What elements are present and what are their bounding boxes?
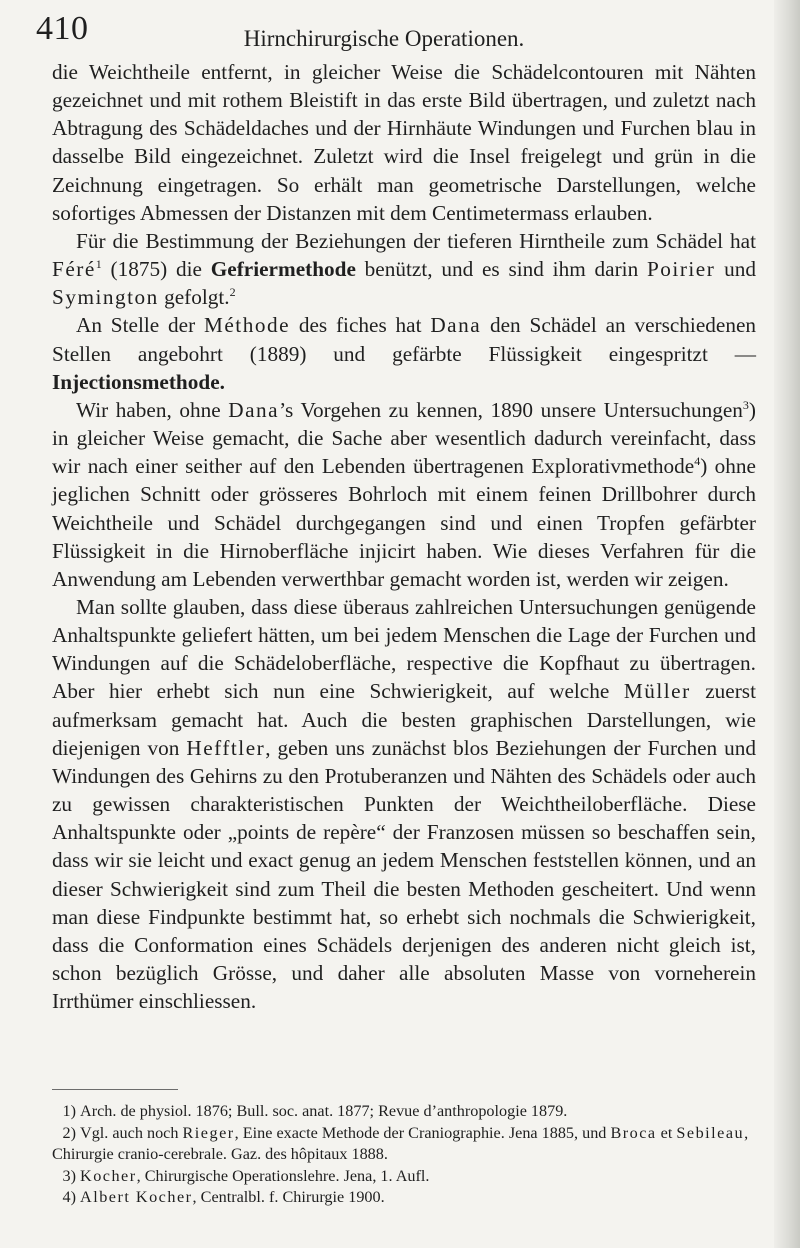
footnote-ref-4: 4 [694,454,701,469]
footnote-2-before: Vgl. auch noch [80,1123,183,1142]
author-dana-reference: Dana [228,397,280,422]
method-gefriermethode: Gefriermethode [210,257,356,282]
paragraph-3-middle-2: den Schädel an verschiedenen Stellen angebohrt (1889) und gefärbte Flüssigkeit eingespritzt — [52,313,756,366]
paragraph-4-middle-2: ) in gleicher Weise gemacht, die Sache aber wesentlich dadurch vereinfacht, dass wir nach einer seither auf den Lebenden übertragenen Explorativmethode [52,397,756,479]
term-methode: Méthode [203,313,291,338]
author-symington: Symington [52,285,159,310]
author-rieger: Rieger [182,1123,235,1142]
author-kocher: Kocher [80,1166,137,1185]
paragraph-4-before: Wir haben, ohne [76,397,229,422]
author-poirier: Poirier [646,257,716,282]
paragraph-3 [52,311,756,395]
paragraph-4 [52,396,756,593]
author-broca: Broca [610,1123,657,1142]
paragraph-2-after: gefolgt. [158,285,230,310]
footnote-3 [52,1166,756,1188]
method-injectionsmethode: Injectionsmethode. [52,369,225,394]
footnote-2-middle-1: , Eine exacte Methode der Craniographie. Jena 1885, und [234,1123,611,1142]
page-edge-shadow [774,0,800,1248]
paragraph-1 [52,58,756,227]
footnote-ref-3: 3 [742,397,749,412]
footnote-1 [52,1101,756,1123]
author-albert-kocher: Albert Kocher [80,1188,193,1207]
footnote-3-after: , Chirurgische Operationslehre. Jena, 1. Aufl. [136,1166,430,1185]
paragraph-5-middle-1: zuerst aufmerksam gemacht hat. Auch die besten graphischen Darstellungen, wie diejenigen von [52,679,756,760]
paragraph-5-after: , geben uns zunächst blos Beziehungen der Furchen und Windungen des Gehirns zu den Protuberanzen und Nähten des Schädels oder auch zu gewissen charakteristischen Punkten der Weichtheiloberfläche. Diese Anhaltspunkte oder „points de repère“ der Franzosen müssen so beschaffen sein, dass wir sie leicht und exact genug an jedem Menschen feststellen können, und an dieser Schwierigkeit sind zum Theil die besten Methoden gescheitert. Und wenn man diese Findpunkte bestimmt hat, so erhebt sich nochmals die Schwierigkeit, dass die Conformation eines Schädels derjenigen des anderen nicht gleich ist, schon bezüglich Grösse, und daher alle absoluten Masse von vorneherein Irrthümer einschliessen. [52,735,756,1014]
author-dana: Dana [430,313,482,338]
author-hefftler: Hefftler [186,735,266,760]
footnote-2-after: , Chirurgie cranio-cerebrale. Gaz. des hôpitaux 1888. [52,1123,749,1164]
paragraph-1-text: die Weichtheile entfernt, in gleicher Weise die Schädelcontouren mit Nähten gezeichnet und mit rothem Bleistift in das erste Bild übertragen, und zuletzt nach Abtragung des Schädeldaches und der Hirnhäute Windungen und Furchen blau in dasselbe Bild eingezeichnet. Zuletzt wird die Insel freigelegt und grün in die Zeichnung eingetragen. So erhält man geometrische Darstellungen, welche sofortiges Abmessen der Distanzen mit dem Centimetermass erlauben. [52,60,756,225]
footnotes [52,1101,756,1209]
paragraph-2-before: Für die Bestimmung der Beziehungen der tieferen Hirntheile zum Schädel hat [76,228,756,253]
paragraph-2-middle-1: (1875) die [101,257,211,282]
paragraph-2-middle-3: und [715,257,756,282]
paragraph-4-middle-1: ’s Vorgehen zu kennen, 1890 unsere Untersuchungen [279,397,743,422]
author-mueller: Müller [623,679,691,704]
footnote-number: 1) [62,1102,76,1120]
footnote-4-after: , Centralbl. f. Chirurgie 1900. [192,1188,385,1207]
paragraph-2 [52,227,756,311]
footnote-number: 3) [62,1166,76,1185]
footnote-text: Arch. de physiol. 1876; Bull. soc. anat. 1877; Revue d’anthropologie 1879. [80,1102,568,1120]
footnote-divider [52,1089,178,1090]
paragraph-5-before: Man sollte glauben, dass diese überaus zahlreichen Untersuchungen genügende Anhaltspunkte geliefert hätten, um bei jedem Menschen die Lage der Furchen und Windungen auf die Schädeloberfläche, respective die Kopfhaut zu übertragen. Aber hier erhebt sich nun eine Schwierigkeit, auf welche [52,594,756,704]
running-head: Hirnchirurgische Operationen. [243,26,525,51]
paragraph-3-before: An Stelle der [76,313,204,338]
footnote-ref-2: 2 [229,285,236,300]
footnote-ref-1: 1 [95,257,102,272]
paragraph-4-after: ) ohne jeglichen Schnitt oder grösseres Bohrloch mit einem feinen Drillbohrer durch Weichtheile und Schädel durchgegangen sind und einen Tropfen gefärbter Flüssigkeit in die Hirnoberfläche injicirt haben. Wie dieses Verfahren für die Anwendung am Lebenden verwerthbar gemacht worden ist, werden wir zeigen. [52,454,756,591]
footnote-number: 2) [62,1123,76,1142]
paragraph-3-middle-1: des fiches hat [290,313,431,338]
page-number: 410 [36,10,89,47]
footnote-2-middle-2: et [656,1123,677,1142]
footnote-number: 4) [62,1188,76,1207]
paragraph-5 [52,593,756,1015]
footnote-4 [52,1187,756,1209]
main-text [52,58,756,1015]
page-header [36,12,756,60]
footnote-2 [52,1123,756,1166]
author-sebileau: Sebileau [676,1123,745,1142]
paragraph-2-middle-2: benützt, und es sind ihm darin [355,257,647,282]
author-fere: Féré [52,257,96,282]
